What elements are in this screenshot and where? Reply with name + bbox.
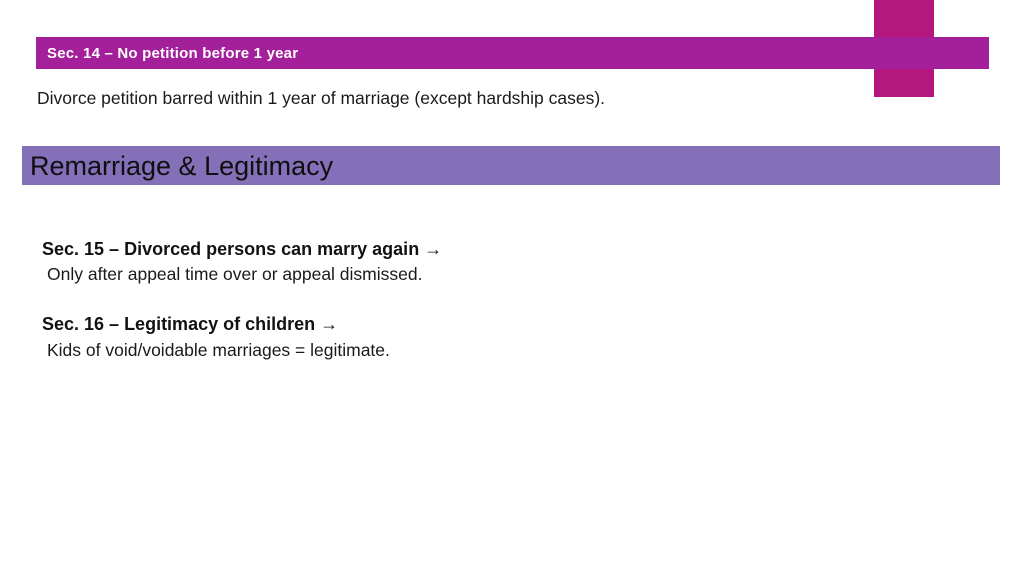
- list-item-heading: Sec. 16 – Legitimacy of children →: [42, 314, 339, 335]
- list-item: [42, 236, 942, 287]
- sec14-header-band: [36, 37, 989, 69]
- content-list: [42, 236, 942, 387]
- list-item-detail: Kids of void/voidable marriages = legitimate.: [47, 339, 390, 360]
- sec14-body-text: Divorce petition barred within 1 year of marriage (except hardship cases).: [37, 88, 606, 108]
- list-item-heading: Sec. 15 – Divorced persons can marry again →: [42, 239, 443, 259]
- sec14-header-title: Sec. 14 – No petition before 1 year: [47, 44, 299, 62]
- list-item-detail: Only after appeal time over or appeal dismissed.: [47, 264, 423, 285]
- list-item: [42, 311, 942, 362]
- page-title: Remarriage & Legitimacy: [30, 151, 334, 181]
